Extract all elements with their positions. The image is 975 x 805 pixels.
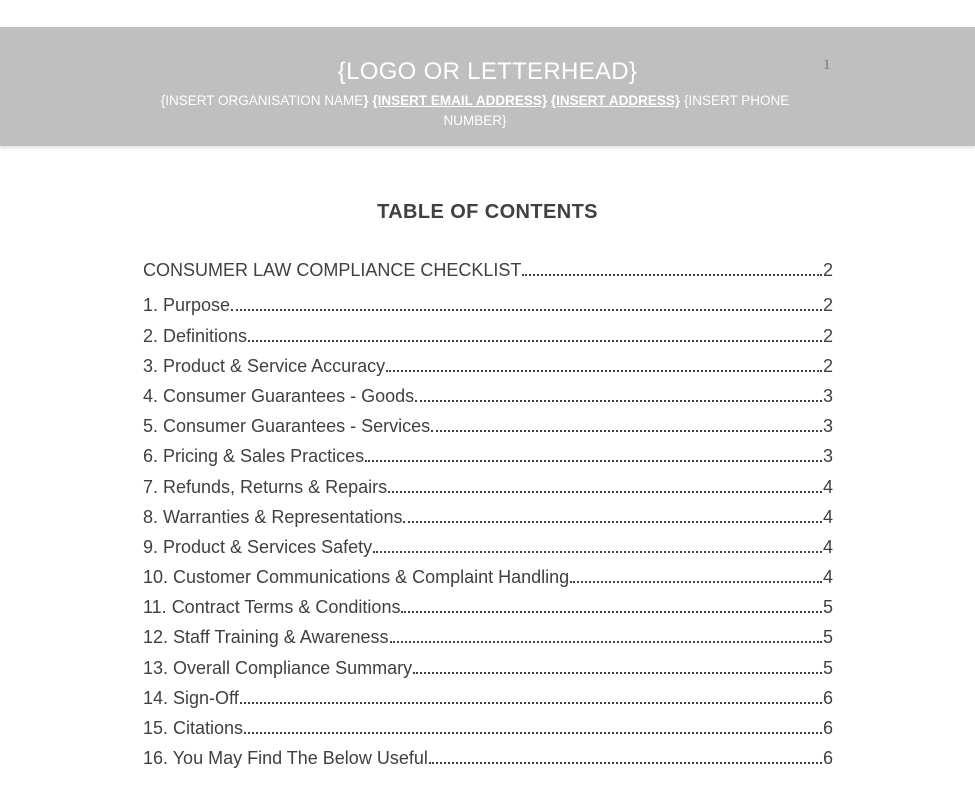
toc-entry-label: 16. You May Find The Below Useful — [143, 748, 428, 768]
toc-entry[interactable] — [143, 656, 833, 680]
toc-entry-page: 3 — [822, 386, 833, 406]
org-name-placeholder: {INSERT ORGANISATION NAME — [160, 93, 364, 108]
toc-entry-label: CONSUMER LAW COMPLIANCE CHECKLIST — [143, 260, 522, 280]
toc-entry-label: 1. Purpose — [143, 295, 231, 315]
logo-placeholder: {LOGO OR LETTERHEAD} — [337, 58, 638, 85]
toc-entry[interactable] — [143, 414, 833, 438]
toc-entry-page: 6 — [822, 748, 833, 768]
toc-entry-label: 3. Product & Service Accuracy — [143, 356, 386, 376]
toc-entry-page: 4 — [822, 537, 833, 557]
toc-entry-page: 5 — [822, 597, 833, 617]
toc-title: TABLE OF CONTENTS — [377, 201, 598, 223]
toc-entry-label: 10. Customer Communications & Complaint Handling — [143, 567, 570, 587]
toc-entry-page: 2 — [822, 326, 833, 346]
toc-entry[interactable] — [143, 293, 833, 317]
toc-entry-label: 2. Definitions — [143, 326, 248, 346]
toc-entry[interactable] — [143, 384, 833, 408]
toc-entry[interactable] — [143, 444, 833, 468]
toc-entry-page: 2 — [822, 295, 833, 315]
toc-entry-label: 5. Consumer Guarantees - Services — [143, 416, 431, 436]
toc-dot-leader — [390, 640, 822, 643]
toc-entry-label: 4. Consumer Guarantees - Goods — [143, 386, 415, 406]
toc-entry[interactable] — [143, 354, 833, 378]
toc-entry-label: 15. Citations — [143, 718, 244, 738]
toc-entry-label: 12. Staff Training & Awareness — [143, 627, 389, 647]
toc-entry[interactable] — [143, 535, 833, 559]
toc-dot-leader — [248, 339, 822, 342]
toc-dot-leader — [401, 610, 822, 613]
toc-dot-leader — [403, 520, 822, 523]
toc-dot-leader — [431, 429, 822, 432]
page-top-margin — [0, 0, 975, 28]
toc-dot-leader — [429, 761, 822, 764]
toc-entry-label: 8. Warranties & Representations — [143, 507, 403, 527]
toc-entry[interactable] — [143, 565, 833, 589]
toc-entry-label: 6. Pricing & Sales Practices — [143, 446, 365, 466]
toc-entry[interactable] — [143, 595, 833, 619]
toc-dot-leader — [386, 369, 822, 372]
phone-placeholder: {INSERT PHONE NUMBER} — [443, 93, 790, 128]
toc-entry[interactable] — [143, 716, 833, 740]
toc-entry[interactable] — [143, 324, 833, 348]
toc-entry-page: 4 — [822, 507, 833, 527]
org-name-close: } — [363, 93, 369, 108]
toc-entry[interactable] — [143, 258, 833, 282]
toc-dot-leader — [240, 701, 822, 704]
toc-entry-page: 6 — [822, 688, 833, 708]
toc-entry-page: 4 — [822, 567, 833, 587]
toc-dot-leader — [231, 308, 822, 311]
toc-entry-label: 9. Product & Services Safety — [143, 537, 373, 557]
toc-entry-label: 7. Refunds, Returns & Repairs — [143, 477, 388, 497]
toc-dot-leader — [244, 731, 822, 734]
toc-entry-page: 3 — [822, 416, 833, 436]
address-placeholder[interactable]: {INSERT ADDRESS} — [550, 93, 681, 108]
toc-dot-leader — [415, 399, 822, 402]
toc-dot-leader — [388, 490, 822, 493]
toc-entry[interactable] — [143, 475, 833, 499]
toc-dot-leader — [570, 580, 822, 583]
toc-entry-label: 14. Sign-Off — [143, 688, 239, 708]
page-number: 1 — [823, 57, 831, 73]
toc-entry-page: 2 — [822, 260, 833, 280]
toc-entry-page: 5 — [822, 627, 833, 647]
toc-dot-leader — [522, 273, 822, 276]
toc-dot-leader — [365, 459, 822, 462]
toc-entry-page: 5 — [822, 658, 833, 678]
toc-entry[interactable] — [143, 746, 833, 770]
toc-entry-page: 6 — [822, 718, 833, 738]
toc-entry-page: 3 — [822, 446, 833, 466]
toc-entry-page: 2 — [822, 356, 833, 376]
toc-entry[interactable] — [143, 505, 833, 529]
toc-entry-label: 13. Overall Compliance Summary — [143, 658, 413, 678]
toc-entry-page: 4 — [822, 477, 833, 497]
toc-entry-label: 11. Contract Terms & Conditions — [143, 597, 401, 617]
toc-entry[interactable] — [143, 686, 833, 710]
toc-dot-leader — [373, 550, 822, 553]
contact-line — [160, 91, 790, 131]
toc-dot-leader — [413, 671, 822, 674]
email-placeholder[interactable]: {INSERT EMAIL ADDRESS} — [372, 93, 548, 108]
toc-entry[interactable] — [143, 625, 833, 649]
